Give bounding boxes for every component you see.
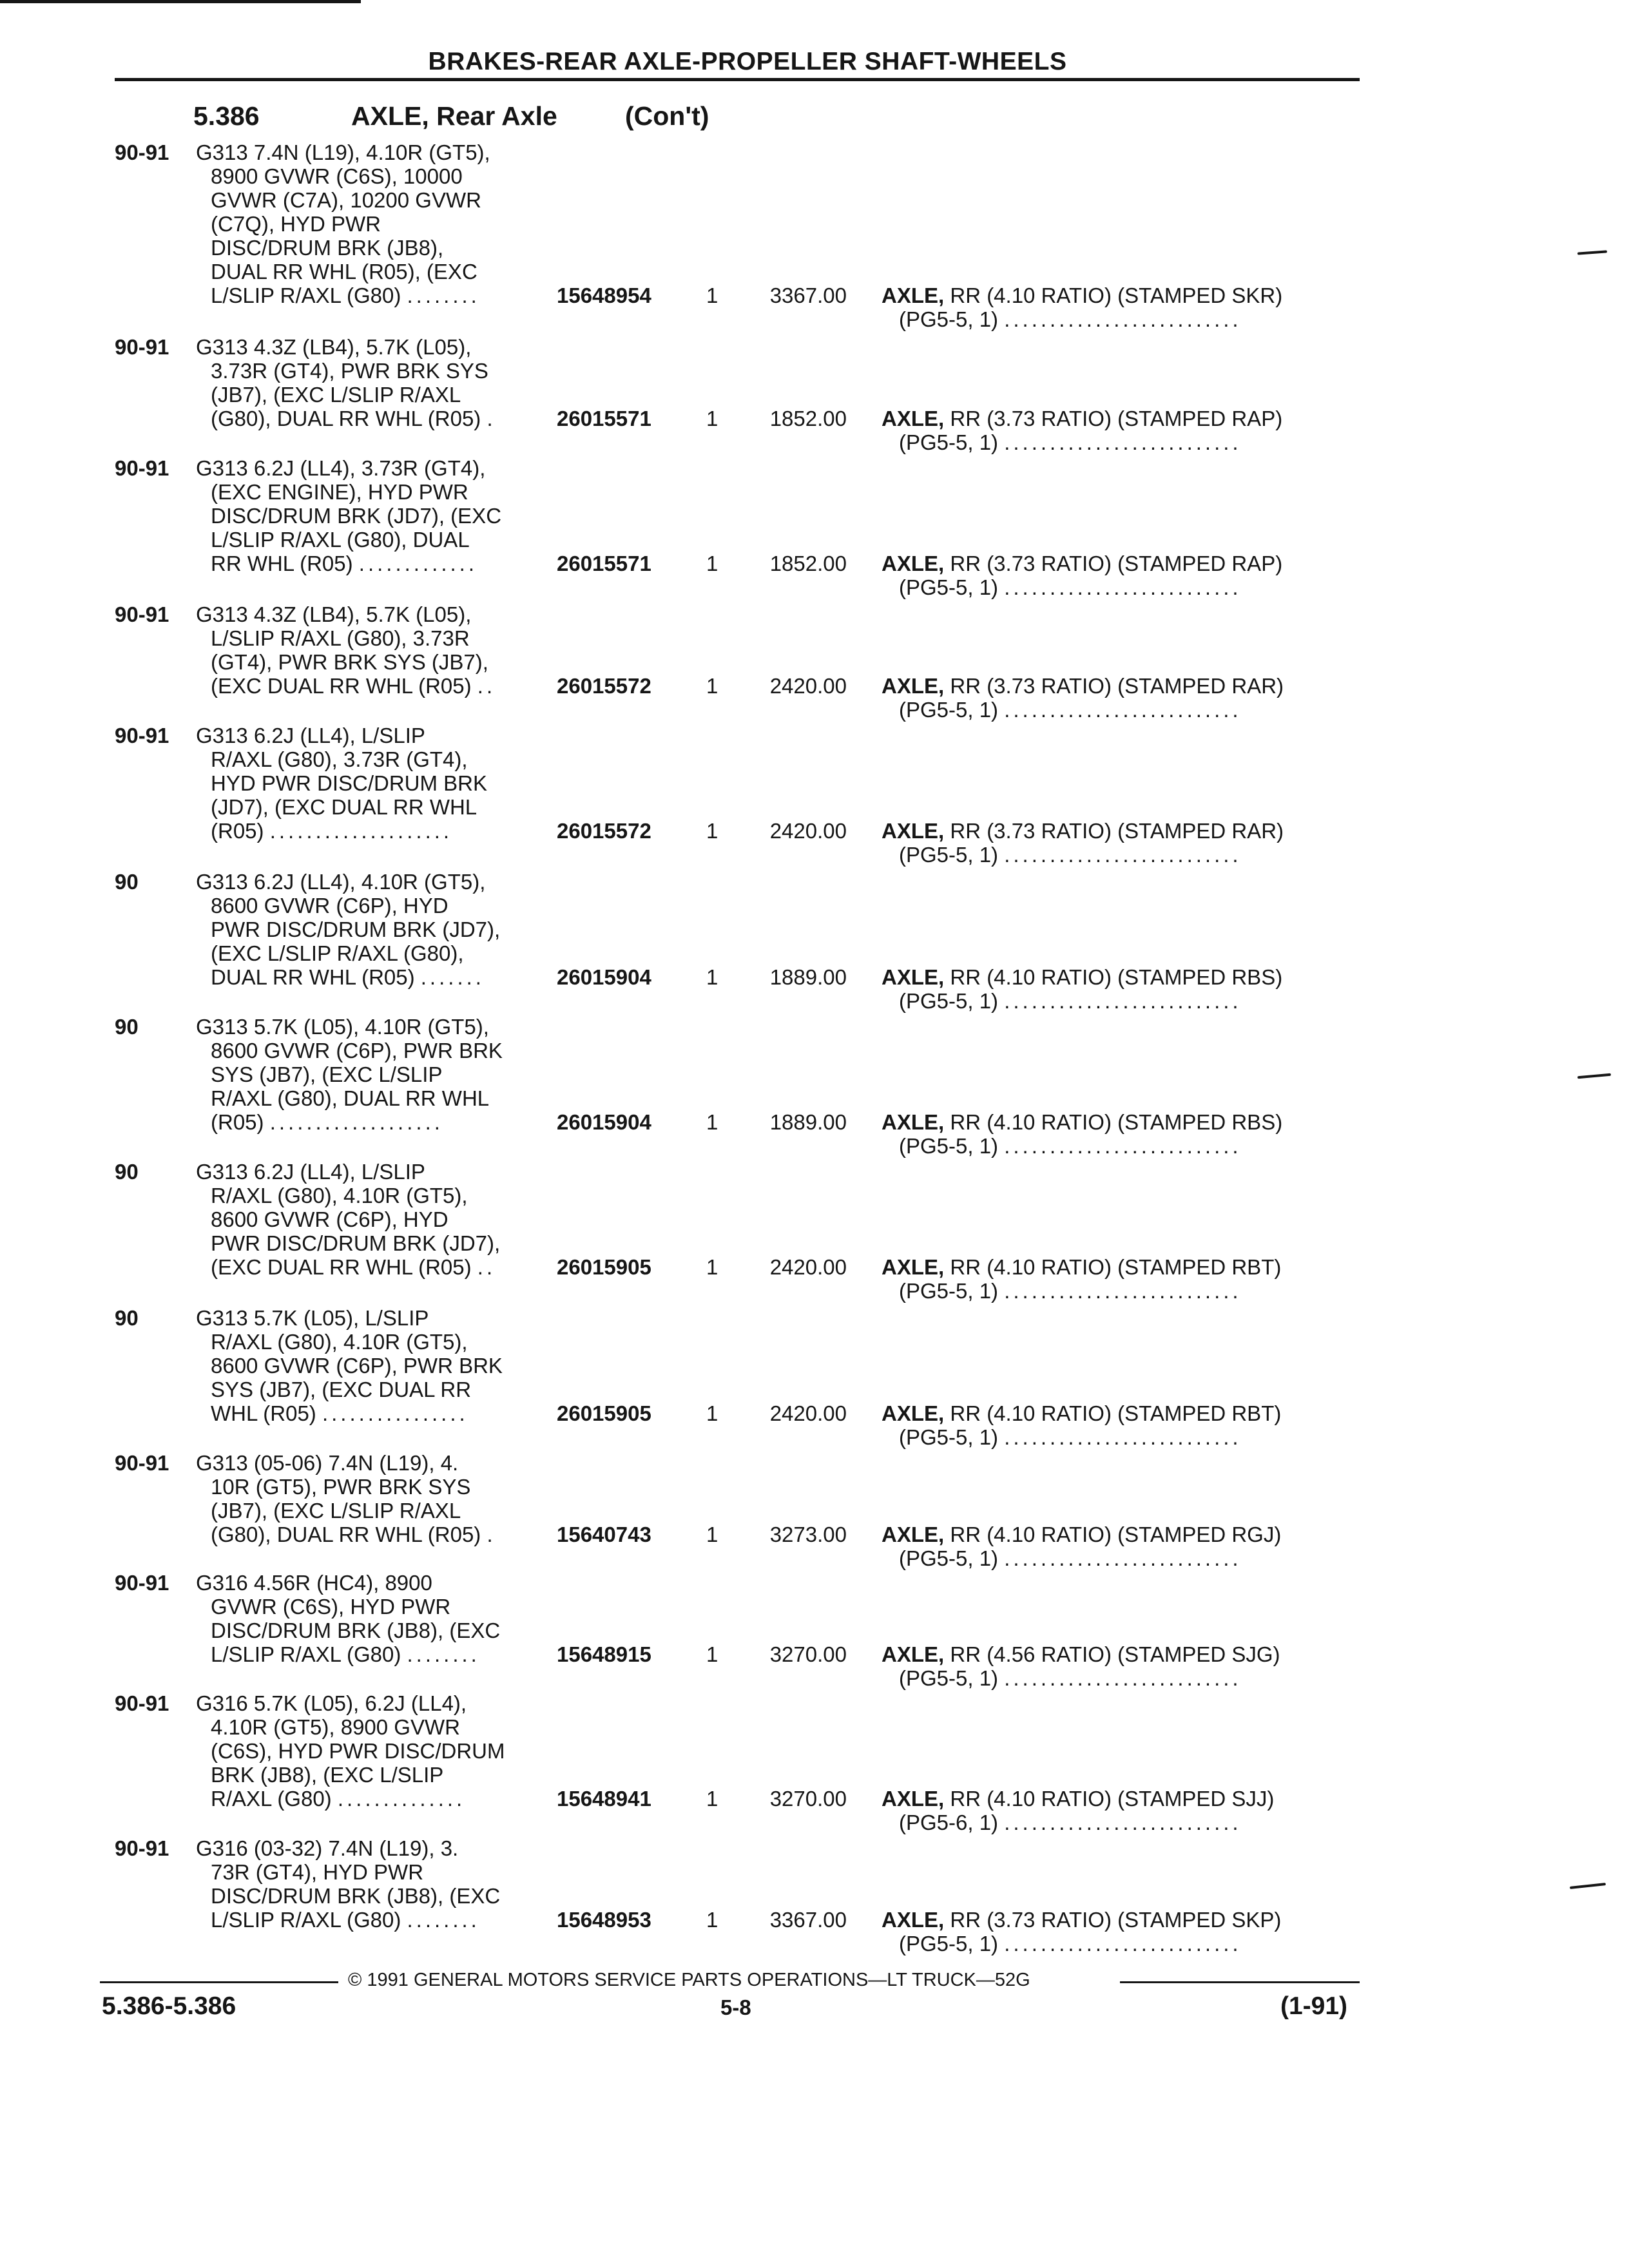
dot-leader: .......................... bbox=[1004, 843, 1242, 867]
edge-mark bbox=[1570, 1883, 1606, 1889]
part-description bbox=[882, 965, 1282, 989]
model-year: 90-91 bbox=[115, 1836, 169, 1860]
description-line bbox=[196, 1619, 557, 1642]
description-line bbox=[196, 1860, 557, 1884]
reference-text: (PG5-5, 1) bbox=[899, 307, 999, 331]
description-text: 8900 GVWR (C6S), 10000 bbox=[211, 164, 463, 188]
price: 3270.00 bbox=[769, 1787, 847, 1811]
illustration-reference bbox=[899, 698, 1353, 722]
description-line bbox=[196, 504, 557, 528]
illustration-reference bbox=[899, 575, 1353, 599]
dot-leader: ................ bbox=[322, 1401, 468, 1425]
dot-leader: .. bbox=[477, 1255, 496, 1279]
description-line bbox=[196, 870, 557, 894]
description-text: GVWR (C7A), 10200 GVWR bbox=[211, 188, 481, 212]
description-text: DISC/DRUM BRK (JB8), (EXC bbox=[211, 1619, 501, 1642]
part-number: 26015572 bbox=[557, 674, 651, 698]
description-text: (C6S), HYD PWR DISC/DRUM bbox=[211, 1739, 505, 1763]
description-text: R/AXL (G80), 3.73R (GT4), bbox=[211, 747, 468, 771]
description-text: (JB7), (EXC L/SLIP R/AXL bbox=[211, 1499, 461, 1523]
description-line bbox=[196, 1691, 557, 1715]
dot-leader: .......................... bbox=[1004, 1811, 1242, 1834]
part-detail: RR (4.10 RATIO) (STAMPED RGJ) bbox=[950, 1523, 1282, 1546]
illustration-reference bbox=[899, 989, 1353, 1013]
part-name: AXLE, bbox=[882, 1523, 945, 1546]
usage-description bbox=[196, 870, 557, 989]
title-underline bbox=[115, 78, 1360, 81]
illustration-reference bbox=[899, 1546, 1353, 1570]
description-line bbox=[196, 1523, 557, 1546]
description-text: G313 4.3Z (LB4), 5.7K (L05), bbox=[196, 335, 472, 359]
section-number: 5.386 bbox=[193, 101, 260, 131]
part-number: 15648953 bbox=[557, 1908, 651, 1932]
description-text: L/SLIP R/AXL (G80) bbox=[211, 1908, 401, 1932]
description-line bbox=[196, 1110, 557, 1134]
model-year: 90-91 bbox=[115, 1451, 169, 1475]
description-line bbox=[196, 1401, 557, 1425]
quantity: 1 bbox=[706, 674, 718, 698]
usage-description bbox=[196, 1691, 557, 1811]
part-description bbox=[882, 407, 1282, 430]
description-line bbox=[196, 1231, 557, 1255]
description-line bbox=[196, 552, 557, 575]
quantity: 1 bbox=[706, 1255, 718, 1279]
usage-description bbox=[196, 602, 557, 698]
description-line bbox=[196, 747, 557, 771]
part-detail: RR (3.73 RATIO) (STAMPED RAR) bbox=[950, 819, 1284, 843]
price: 1889.00 bbox=[769, 1110, 847, 1134]
description-text: (EXC L/SLIP R/AXL (G80), bbox=[211, 941, 464, 965]
description-line bbox=[196, 965, 557, 989]
description-text: DUAL RR WHL (R05), (EXC bbox=[211, 260, 477, 284]
dot-leader: .......................... bbox=[1004, 307, 1242, 331]
part-name: AXLE, bbox=[882, 1642, 945, 1666]
model-year: 90 bbox=[115, 1160, 139, 1184]
description-line bbox=[196, 1160, 557, 1184]
description-text: HYD PWR DISC/DRUM BRK bbox=[211, 771, 488, 795]
part-number: 26015905 bbox=[557, 1255, 651, 1279]
dot-leader: ........ bbox=[407, 284, 480, 307]
reference-text: (PG5-6, 1) bbox=[899, 1811, 999, 1834]
description-line bbox=[196, 1207, 557, 1231]
description-line bbox=[196, 724, 557, 747]
model-year: 90-91 bbox=[115, 1691, 169, 1715]
description-text: R/AXL (G80), 4.10R (GT5), bbox=[211, 1330, 468, 1354]
description-text: (R05) bbox=[211, 819, 264, 843]
part-name: AXLE, bbox=[882, 965, 945, 989]
illustration-reference bbox=[899, 1811, 1353, 1834]
description-line bbox=[196, 1715, 557, 1739]
part-name: AXLE, bbox=[882, 552, 945, 575]
description-line bbox=[196, 1884, 557, 1908]
part-number: 26015572 bbox=[557, 819, 651, 843]
description-line bbox=[196, 456, 557, 480]
usage-description bbox=[196, 456, 557, 575]
description-line bbox=[196, 1306, 557, 1330]
revision-date: (1-91) bbox=[1280, 1992, 1348, 2020]
price: 1852.00 bbox=[769, 407, 847, 430]
description-line bbox=[196, 164, 557, 188]
usage-description bbox=[196, 1015, 557, 1134]
description-line bbox=[196, 602, 557, 626]
description-text: (G80), DUAL RR WHL (R05) bbox=[211, 407, 481, 430]
dot-leader: .......................... bbox=[1004, 1425, 1242, 1449]
description-line bbox=[196, 1787, 557, 1811]
dot-leader: ................... bbox=[269, 1110, 443, 1134]
price: 1852.00 bbox=[769, 552, 847, 575]
description-text: DISC/DRUM BRK (JB8), (EXC bbox=[211, 1884, 501, 1908]
quantity: 1 bbox=[706, 1908, 718, 1932]
quantity: 1 bbox=[706, 819, 718, 843]
reference-text: (PG5-5, 1) bbox=[899, 989, 999, 1013]
dot-leader: ........ bbox=[407, 1908, 480, 1932]
description-line bbox=[196, 1763, 557, 1787]
illustration-reference bbox=[899, 1932, 1353, 1956]
usage-description bbox=[196, 1571, 557, 1666]
description-text: SYS (JB7), (EXC DUAL RR bbox=[211, 1378, 472, 1401]
description-line bbox=[196, 260, 557, 284]
part-detail: RR (3.73 RATIO) (STAMPED RAR) bbox=[950, 674, 1284, 698]
dot-leader: .......................... bbox=[1004, 1279, 1242, 1303]
description-text: DISC/DRUM BRK (JB8), bbox=[211, 236, 444, 260]
reference-text: (PG5-5, 1) bbox=[899, 1134, 999, 1158]
description-line bbox=[196, 795, 557, 819]
description-text: SYS (JB7), (EXC L/SLIP bbox=[211, 1062, 443, 1086]
description-line bbox=[196, 1451, 557, 1475]
description-text: G316 (03-32) 7.4N (L19), 3. bbox=[196, 1836, 459, 1860]
part-description bbox=[882, 1787, 1274, 1811]
description-text: G313 6.2J (LL4), L/SLIP bbox=[196, 724, 425, 747]
description-line bbox=[196, 1475, 557, 1499]
reference-text: (PG5-5, 1) bbox=[899, 575, 999, 599]
part-name: AXLE, bbox=[882, 1255, 945, 1279]
description-text: G313 5.7K (L05), 4.10R (GT5), bbox=[196, 1015, 489, 1039]
description-line bbox=[196, 1062, 557, 1086]
description-line bbox=[196, 383, 557, 407]
page-title: BRAKES-REAR AXLE-PROPELLER SHAFT-WHEELS bbox=[428, 48, 1067, 75]
price: 2420.00 bbox=[769, 1401, 847, 1425]
quantity: 1 bbox=[706, 552, 718, 575]
part-detail: RR (4.10 RATIO) (STAMPED SJJ) bbox=[950, 1787, 1275, 1811]
description-line bbox=[196, 650, 557, 674]
quantity: 1 bbox=[706, 965, 718, 989]
part-number: 26015904 bbox=[557, 965, 651, 989]
description-text: G313 6.2J (LL4), 4.10R (GT5), bbox=[196, 870, 486, 894]
footer-section-range: 5.386-5.386 bbox=[102, 1992, 236, 2020]
footer-rule-left bbox=[100, 1981, 338, 1983]
description-line bbox=[196, 1595, 557, 1619]
description-line bbox=[196, 674, 557, 698]
usage-description bbox=[196, 724, 557, 843]
section-name: AXLE, Rear Axle bbox=[351, 101, 557, 131]
model-year: 90 bbox=[115, 870, 139, 894]
part-detail: RR (4.56 RATIO) (STAMPED SJG) bbox=[950, 1642, 1280, 1666]
illustration-reference bbox=[899, 307, 1353, 331]
part-name: AXLE, bbox=[882, 674, 945, 698]
description-text: PWR DISC/DRUM BRK (JD7), bbox=[211, 1231, 501, 1255]
description-text: DUAL RR WHL (R05) bbox=[211, 965, 415, 989]
description-text: DISC/DRUM BRK (JD7), (EXC bbox=[211, 504, 502, 528]
part-description bbox=[882, 1110, 1282, 1134]
description-text: R/AXL (G80), DUAL RR WHL bbox=[211, 1086, 490, 1110]
dot-leader: .......................... bbox=[1004, 1932, 1242, 1956]
usage-description bbox=[196, 1451, 557, 1546]
dot-leader: . bbox=[487, 407, 496, 430]
description-text: R/AXL (G80) bbox=[211, 1787, 332, 1811]
model-year: 90 bbox=[115, 1015, 139, 1039]
edge-mark bbox=[1577, 1073, 1611, 1079]
description-line bbox=[196, 528, 557, 552]
description-line bbox=[196, 1255, 557, 1279]
description-text: 8600 GVWR (C6P), HYD bbox=[211, 894, 448, 918]
price: 2420.00 bbox=[769, 674, 847, 698]
model-year: 90-91 bbox=[115, 335, 169, 359]
copyright-notice: © 1991 GENERAL MOTORS SERVICE PARTS OPERATIONS—LT TRUCK—52G bbox=[348, 1970, 1030, 1990]
description-text: L/SLIP R/AXL (G80) bbox=[211, 284, 401, 307]
part-description bbox=[882, 552, 1282, 575]
description-text: L/SLIP R/AXL (G80), DUAL bbox=[211, 528, 470, 552]
price: 3270.00 bbox=[769, 1642, 847, 1666]
price: 2420.00 bbox=[769, 819, 847, 843]
description-line bbox=[196, 1739, 557, 1763]
part-description bbox=[882, 819, 1284, 843]
description-line bbox=[196, 359, 557, 383]
description-text: (JB7), (EXC L/SLIP R/AXL bbox=[211, 383, 461, 407]
description-text: (EXC DUAL RR WHL (R05) bbox=[211, 1255, 472, 1279]
description-text: 8600 GVWR (C6P), PWR BRK bbox=[211, 1354, 503, 1378]
part-name: AXLE, bbox=[882, 819, 945, 843]
description-text: (EXC DUAL RR WHL (R05) bbox=[211, 674, 472, 698]
quantity: 1 bbox=[706, 1110, 718, 1134]
model-year: 90-91 bbox=[115, 602, 169, 626]
description-line bbox=[196, 140, 557, 164]
part-detail: RR (3.73 RATIO) (STAMPED RAP) bbox=[950, 407, 1283, 430]
part-number: 15648915 bbox=[557, 1642, 651, 1666]
usage-description bbox=[196, 335, 557, 430]
quantity: 1 bbox=[706, 284, 718, 307]
description-text: L/SLIP R/AXL (G80) bbox=[211, 1642, 401, 1666]
description-line bbox=[196, 1015, 557, 1039]
dot-leader: .......................... bbox=[1004, 698, 1242, 722]
part-name: AXLE, bbox=[882, 284, 945, 307]
price: 3367.00 bbox=[769, 1908, 847, 1932]
reference-text: (PG5-5, 1) bbox=[899, 430, 999, 454]
description-text: 73R (GT4), HYD PWR bbox=[211, 1860, 424, 1884]
dot-leader: . bbox=[487, 1523, 496, 1546]
dot-leader: ........ bbox=[407, 1642, 480, 1666]
part-detail: RR (4.10 RATIO) (STAMPED RBT) bbox=[950, 1255, 1282, 1279]
dot-leader: .............. bbox=[337, 1787, 466, 1811]
description-line bbox=[196, 335, 557, 359]
description-text: (C7Q), HYD PWR bbox=[211, 212, 381, 236]
description-line bbox=[196, 1354, 557, 1378]
part-number: 26015905 bbox=[557, 1401, 651, 1425]
description-line bbox=[196, 188, 557, 212]
description-text: G313 5.7K (L05), L/SLIP bbox=[196, 1306, 429, 1330]
usage-description bbox=[196, 140, 557, 307]
description-line bbox=[196, 407, 557, 430]
reference-text: (PG5-5, 1) bbox=[899, 1666, 999, 1690]
part-name: AXLE, bbox=[882, 1401, 945, 1425]
illustration-reference bbox=[899, 430, 1353, 454]
description-text: L/SLIP R/AXL (G80), 3.73R bbox=[211, 626, 470, 650]
section-continued: (Con't) bbox=[625, 101, 709, 131]
part-name: AXLE, bbox=[882, 1110, 945, 1134]
price: 1889.00 bbox=[769, 965, 847, 989]
reference-text: (PG5-5, 1) bbox=[899, 698, 999, 722]
description-line bbox=[196, 1571, 557, 1595]
description-text: 3.73R (GT4), PWR BRK SYS bbox=[211, 359, 488, 383]
description-text: (EXC ENGINE), HYD PWR bbox=[211, 480, 468, 504]
description-text: RR WHL (R05) bbox=[211, 552, 353, 575]
description-line bbox=[196, 212, 557, 236]
part-number: 26015571 bbox=[557, 407, 651, 430]
description-text: PWR DISC/DRUM BRK (JD7), bbox=[211, 918, 501, 941]
usage-description bbox=[196, 1160, 557, 1279]
dot-leader: .......................... bbox=[1004, 989, 1242, 1013]
description-line bbox=[196, 626, 557, 650]
description-line bbox=[196, 1499, 557, 1523]
part-description bbox=[882, 284, 1282, 307]
quantity: 1 bbox=[706, 1523, 718, 1546]
description-text: 8600 GVWR (C6P), HYD bbox=[211, 1207, 448, 1231]
description-text: R/AXL (G80), 4.10R (GT5), bbox=[211, 1184, 468, 1207]
part-number: 15648941 bbox=[557, 1787, 651, 1811]
description-line bbox=[196, 1330, 557, 1354]
description-text: BRK (JB8), (EXC L/SLIP bbox=[211, 1763, 444, 1787]
reference-text: (PG5-5, 1) bbox=[899, 843, 999, 867]
description-text: 8600 GVWR (C6P), PWR BRK bbox=[211, 1039, 503, 1062]
description-text: 10R (GT5), PWR BRK SYS bbox=[211, 1475, 471, 1499]
part-detail: RR (4.10 RATIO) (STAMPED RBS) bbox=[950, 1110, 1283, 1134]
part-number: 26015904 bbox=[557, 1110, 651, 1134]
description-line bbox=[196, 236, 557, 260]
part-detail: RR (4.10 RATIO) (STAMPED RBT) bbox=[950, 1401, 1282, 1425]
model-year: 90-91 bbox=[115, 1571, 169, 1595]
description-line bbox=[196, 918, 557, 941]
description-line bbox=[196, 1836, 557, 1860]
description-line bbox=[196, 941, 557, 965]
part-description bbox=[882, 1642, 1280, 1666]
model-year: 90 bbox=[115, 1306, 139, 1330]
part-description bbox=[882, 1255, 1281, 1279]
quantity: 1 bbox=[706, 1787, 718, 1811]
description-text: 4.10R (GT5), 8900 GVWR bbox=[211, 1715, 460, 1739]
page-number: 5-8 bbox=[720, 1995, 751, 2019]
part-name: AXLE, bbox=[882, 1908, 945, 1932]
part-number: 15648954 bbox=[557, 284, 651, 307]
price: 2420.00 bbox=[769, 1255, 847, 1279]
reference-text: (PG5-5, 1) bbox=[899, 1932, 999, 1956]
dot-leader: ....... bbox=[420, 965, 485, 989]
footer-rule-right bbox=[1120, 1981, 1360, 1983]
description-text: G313 6.2J (LL4), 3.73R (GT4), bbox=[196, 456, 486, 480]
description-text: G313 (05-06) 7.4N (L19), 4. bbox=[196, 1451, 459, 1475]
description-line bbox=[196, 819, 557, 843]
illustration-reference bbox=[899, 1134, 1353, 1158]
edge-mark bbox=[1577, 250, 1607, 255]
description-text: WHL (R05) bbox=[211, 1401, 316, 1425]
dot-leader: .. bbox=[477, 674, 496, 698]
reference-text: (PG5-5, 1) bbox=[899, 1425, 999, 1449]
description-text: G313 6.2J (LL4), L/SLIP bbox=[196, 1160, 425, 1184]
description-line bbox=[196, 1378, 557, 1401]
part-name: AXLE, bbox=[882, 1787, 945, 1811]
model-year: 90-91 bbox=[115, 724, 169, 747]
price: 3273.00 bbox=[769, 1523, 847, 1546]
part-name: AXLE, bbox=[882, 407, 945, 430]
description-line bbox=[196, 894, 557, 918]
illustration-reference bbox=[899, 1425, 1353, 1449]
reference-text: (PG5-5, 1) bbox=[899, 1279, 999, 1303]
part-detail: RR (3.73 RATIO) (STAMPED SKP) bbox=[950, 1908, 1282, 1932]
illustration-reference bbox=[899, 1279, 1353, 1303]
description-line bbox=[196, 480, 557, 504]
dot-leader: .......................... bbox=[1004, 575, 1242, 599]
part-number: 15640743 bbox=[557, 1523, 651, 1546]
quantity: 1 bbox=[706, 1642, 718, 1666]
description-line bbox=[196, 1039, 557, 1062]
description-text: (GT4), PWR BRK SYS (JB7), bbox=[211, 650, 488, 674]
part-detail: RR (4.10 RATIO) (STAMPED RBS) bbox=[950, 965, 1283, 989]
dot-leader: .......................... bbox=[1004, 1134, 1242, 1158]
description-line bbox=[196, 284, 557, 307]
dot-leader: .......................... bbox=[1004, 1546, 1242, 1570]
part-description bbox=[882, 1908, 1281, 1932]
description-text: G313 4.3Z (LB4), 5.7K (L05), bbox=[196, 602, 472, 626]
quantity: 1 bbox=[706, 1401, 718, 1425]
description-text: GVWR (C6S), HYD PWR bbox=[211, 1595, 451, 1619]
description-text: G316 5.7K (L05), 6.2J (LL4), bbox=[196, 1691, 467, 1715]
description-line bbox=[196, 1642, 557, 1666]
description-text: (G80), DUAL RR WHL (R05) bbox=[211, 1523, 481, 1546]
price: 3367.00 bbox=[769, 284, 847, 307]
description-line bbox=[196, 1908, 557, 1932]
dot-leader: .................... bbox=[269, 819, 453, 843]
usage-description bbox=[196, 1836, 557, 1932]
description-line bbox=[196, 1184, 557, 1207]
usage-description bbox=[196, 1306, 557, 1425]
description-text: (R05) bbox=[211, 1110, 264, 1134]
description-text: G313 7.4N (L19), 4.10R (GT5), bbox=[196, 140, 490, 164]
reference-text: (PG5-5, 1) bbox=[899, 1546, 999, 1570]
illustration-reference bbox=[899, 843, 1353, 867]
part-description bbox=[882, 1401, 1281, 1425]
model-year: 90-91 bbox=[115, 140, 169, 164]
part-number: 26015571 bbox=[557, 552, 651, 575]
quantity: 1 bbox=[706, 407, 718, 430]
description-text: G316 4.56R (HC4), 8900 bbox=[196, 1571, 432, 1595]
top-corner-rule bbox=[0, 0, 361, 3]
description-text: (JD7), (EXC DUAL RR WHL bbox=[211, 795, 477, 819]
dot-leader: .......................... bbox=[1004, 430, 1242, 454]
model-year: 90-91 bbox=[115, 456, 169, 480]
description-line bbox=[196, 771, 557, 795]
description-line bbox=[196, 1086, 557, 1110]
part-description bbox=[882, 1523, 1281, 1546]
part-description bbox=[882, 674, 1284, 698]
part-detail: RR (4.10 RATIO) (STAMPED SKR) bbox=[950, 284, 1283, 307]
dot-leader: .......................... bbox=[1004, 1666, 1242, 1690]
illustration-reference bbox=[899, 1666, 1353, 1690]
part-detail: RR (3.73 RATIO) (STAMPED RAP) bbox=[950, 552, 1283, 575]
dot-leader: ............. bbox=[358, 552, 477, 575]
